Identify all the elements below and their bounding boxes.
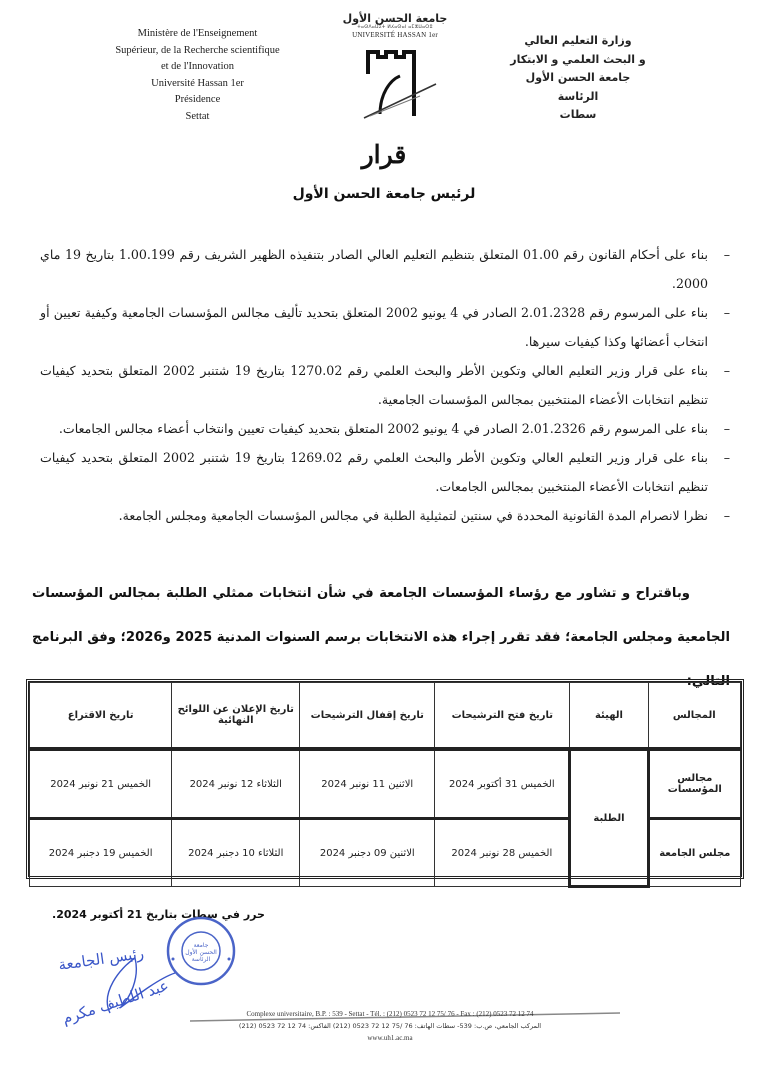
document-subtitle: لرئيس جامعة الحسن الأول xyxy=(292,186,476,202)
vote-date-cell: الخميس 21 نونبر 2024 xyxy=(30,749,172,819)
close-date-cell: الاثنين 11 نونبر 2024 xyxy=(300,749,435,819)
header-arabic-block xyxy=(478,32,678,125)
svg-text:جامعة: جامعة xyxy=(193,942,209,949)
header-french-line: Présidence xyxy=(174,94,221,105)
consideration-text: بناء على أحكام القانون رقم 01.00 المتعلق بتنظيم التعليم العالي الصادر بتنفيذه الظهير الشريف رقم 1.00.199 بتاريخ 19 ماي 2000. xyxy=(40,247,708,291)
header-arabic-line: و البحث العلمي و الابتكار xyxy=(510,52,646,66)
header-arabic-line: جامعة الحسن الأول xyxy=(525,71,631,84)
header-vote-date: تاريخ الاقتراع xyxy=(30,683,172,750)
header-french-line: Ministère de l'Enseignement xyxy=(137,28,258,39)
consideration-item xyxy=(40,240,730,298)
vote-date-cell: الخميس 19 دجنبر 2024 xyxy=(30,819,172,887)
document-title: قرار xyxy=(361,140,407,169)
body-group-cell: الطلبة xyxy=(570,749,648,887)
dash-bullet-icon: – xyxy=(723,363,730,378)
election-schedule-table xyxy=(29,682,741,888)
header-arabic-line: الرئاسة xyxy=(557,89,599,103)
consideration-text: بناء على قرار وزير التعليم العالي وتكوين الأطر والبحث العلمي رقم 1270.02 بتاريخ 19 شتنبر 2002 المتعلق بتحديد كيفيات تنظيم انتخابات الأعضاء المنتخبين بمجالس المؤسسات الجامعية. xyxy=(40,363,708,407)
open-date-cell: الخميس 31 أكتوبر 2024 xyxy=(435,749,570,819)
open-date-cell: الخميس 28 نونبر 2024 xyxy=(435,819,570,887)
signed-at-line: حرر في سطات بتاريخ 21 أكتوبر 2024. xyxy=(52,908,265,921)
header-french-line: Supérieur, de la Recherche scientifique xyxy=(115,44,280,56)
header-arabic-line: وزارة التعليم العالي xyxy=(524,34,632,47)
signatory-name: عبد اللطيف مكرم xyxy=(59,976,171,1028)
header-open-date: تاريخ فتح الترشيحات xyxy=(435,683,570,750)
header-announce-date: تاريخ الإعلان عن اللوائح النهائية xyxy=(172,683,300,750)
dash-bullet-icon: – xyxy=(723,421,730,436)
considerations-list xyxy=(40,240,730,530)
header-arabic-line: سطات xyxy=(559,108,597,121)
dash-bullet-icon: – xyxy=(723,247,730,262)
consideration-text: نظرا لانصرام المدة القانونية المحددة في سنتين لتمثيلية الطلبة في مجالس المؤسسات الجامعية ومجلس الجامعة. xyxy=(118,508,708,523)
signatory-title: رئيس الجامعة xyxy=(57,944,145,974)
logo-arabic-name: جامعة الحسن الأول xyxy=(342,12,448,25)
header-councils: المجالس xyxy=(648,683,740,750)
header-french-block xyxy=(95,26,300,125)
dash-bullet-icon: – xyxy=(723,305,730,320)
footer-address-french: Complexe universitaire, B.P. : 539 - Settat - Tél. : (212) 0523 72 12 75/ 76 - Fax : (212) 0523 72 12 74 xyxy=(246,1010,534,1018)
svg-text:الحسن الأول: الحسن الأول xyxy=(185,949,217,956)
announce-date-cell: الثلاثاء 10 دجنبر 2024 xyxy=(172,819,300,887)
council-cell: مجلس الجامعة xyxy=(648,819,740,887)
university-logo xyxy=(340,12,450,137)
consideration-item xyxy=(40,298,730,356)
logo-french-name: UNIVERSITÉ HASSAN 1er xyxy=(352,31,438,39)
svg-text:الرئاسة: الرئاسة xyxy=(191,956,211,963)
announce-date-cell: الثلاثاء 12 نونبر 2024 xyxy=(172,749,300,819)
close-date-cell: الاثنين 09 دجنبر 2024 xyxy=(300,819,435,887)
header-french-line: Settat xyxy=(185,110,210,122)
consideration-item xyxy=(40,443,730,501)
footer-website: www.uh1.ac.ma xyxy=(367,1034,413,1042)
council-cell: مجالس المؤسسات xyxy=(648,749,740,819)
consideration-item xyxy=(40,356,730,414)
decision-paragraph: وباقتراح و تشاور مع رؤساء المؤسسات الجامعة في شأن انتخابات ممثلي الطلبة بمجالس المؤسسات الجامعية ومجلس الجامعة؛ فقد تقرر إجراء هذه الانتخابات برسم السنوات المدنية 2025 و2026؛ وفق البرنامج التالي: xyxy=(32,586,731,689)
table-row xyxy=(30,749,741,819)
header-french-line: et de l'Innovation xyxy=(160,61,235,72)
consideration-text: بناء على المرسوم رقم 2.01.2328 الصادر في 4 يونيو 2002 المتعلق بتحديد تأليف مجالس المؤسسات الجامعية وكيفية تعيين أو انتخاب أعضائها وكذا كيفيات سيرها. xyxy=(40,305,708,349)
header-close-date: تاريخ إقفال الترشيحات xyxy=(300,683,435,750)
consideration-text: بناء على قرار وزير التعليم العالي وتكوين الأطر والبحث العلمي رقم 1269.02 بتاريخ 19 شتنبر 2002 المتعلق بتحديد كيفيات تنظيم انتخابات الأعضاء المنتخبين بمجالس الجامعات. xyxy=(40,450,708,494)
logo-tifinagh-name: ⵜⴰⵙⴷⴰⵡⵉⵜ ⵍⵃⴰⵙⴰⵏ ⴰⵎⵣⵡⴰⵔⵓ xyxy=(357,25,433,30)
consideration-text: بناء على المرسوم رقم 2.01.2326 الصادر في 4 يونيو 2002 المتعلق بتحديد كيفيات تعيين وانتخاب أعضاء مجالس الجامعات. xyxy=(58,421,708,436)
table-header-row xyxy=(30,683,741,750)
dash-bullet-icon: – xyxy=(723,508,730,523)
schedule-table-frame xyxy=(26,679,744,879)
consideration-item xyxy=(40,414,730,443)
dash-bullet-icon: – xyxy=(723,450,730,465)
consideration-item xyxy=(40,501,730,530)
tower-emblem-icon xyxy=(350,44,440,124)
footer-address-arabic: المركب الجامعي، ص.ب: 539- سطات الهاتف: 76 /75 12 72 0523 (212) الفاكس: 74 12 72 0523 (212) xyxy=(238,1022,542,1030)
header-body: الهيئة xyxy=(570,683,648,750)
header-french-line: Université Hassan 1er xyxy=(151,77,244,89)
